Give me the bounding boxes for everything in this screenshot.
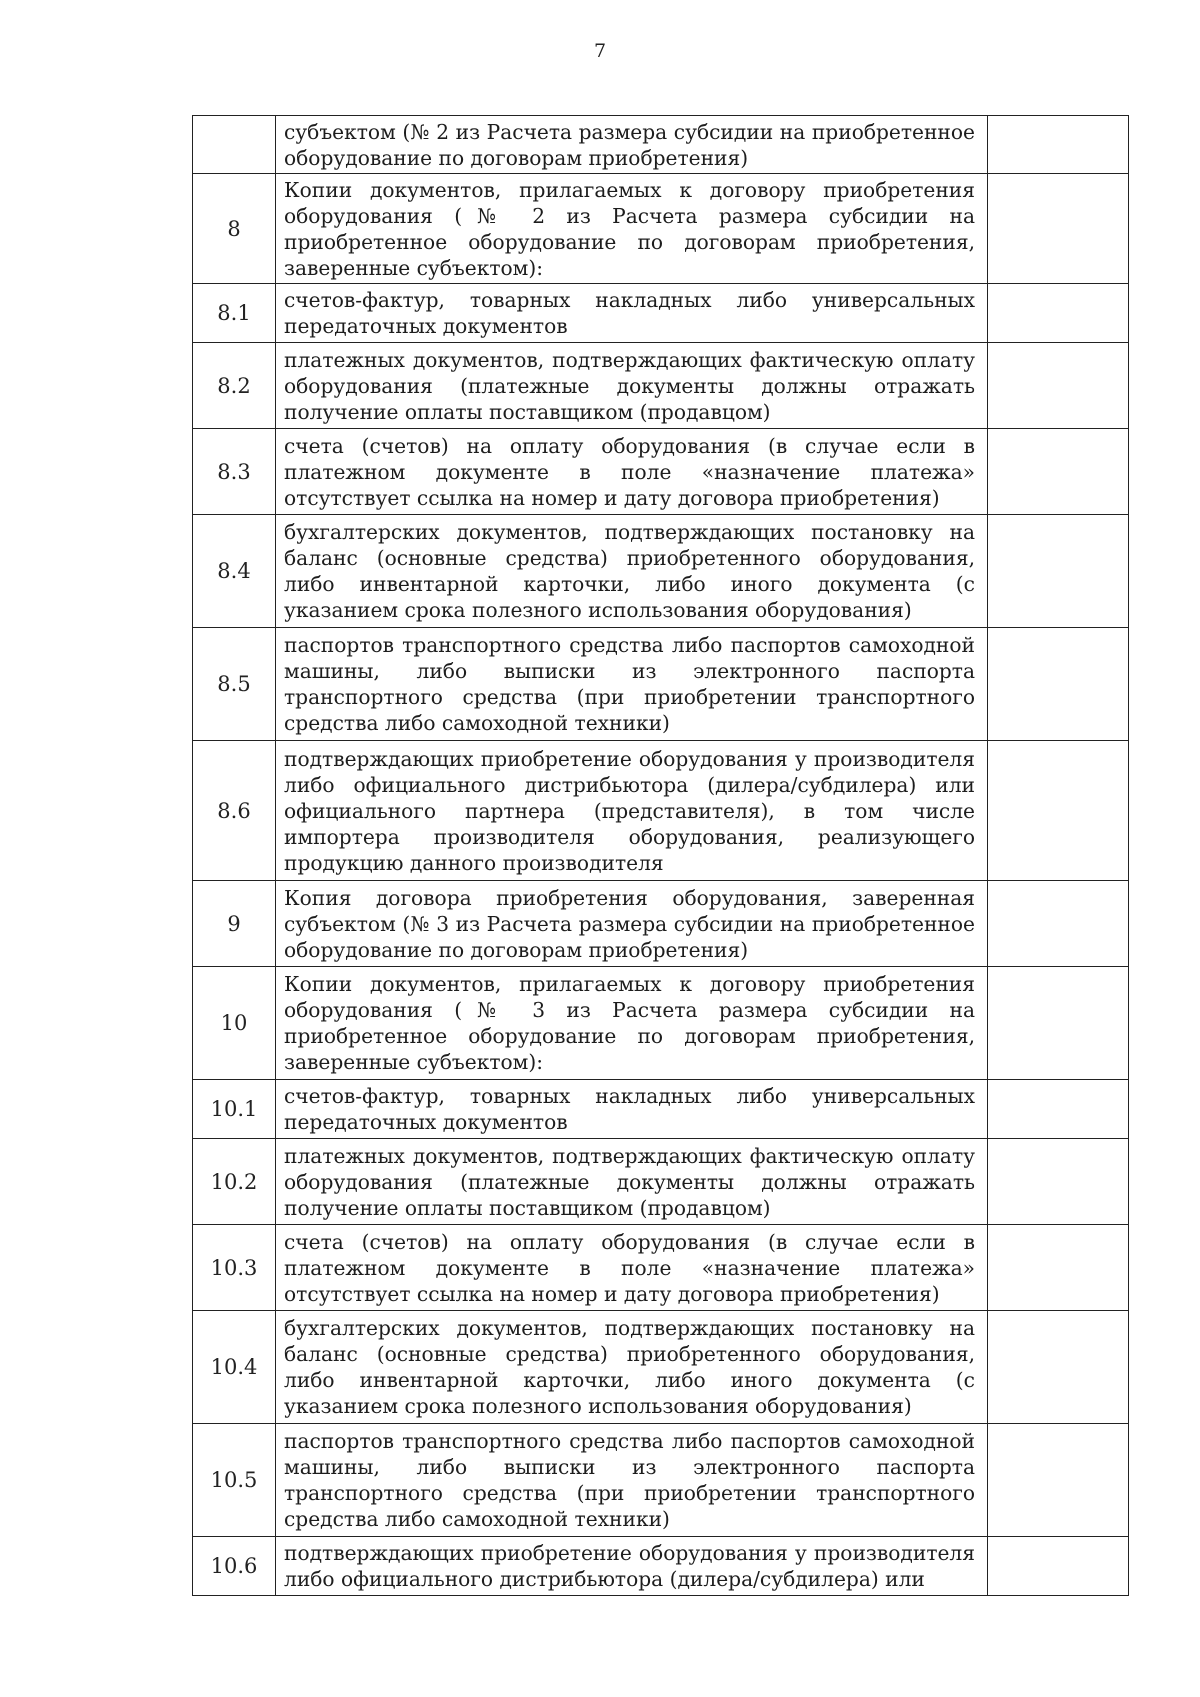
table-row <box>193 1139 1129 1225</box>
table-row <box>193 116 1129 174</box>
row-number: 8.6 <box>193 741 276 881</box>
row-empty-cell <box>988 1080 1129 1139</box>
row-empty-cell <box>988 116 1129 174</box>
table-row <box>193 1311 1129 1424</box>
row-empty-cell <box>988 429 1129 515</box>
table-row <box>193 1424 1129 1537</box>
documents-table <box>192 115 1129 1596</box>
row-empty-cell <box>988 1225 1129 1311</box>
row-text: счетов-фактур, товарных накладных либо универсальных передаточных документов <box>276 284 988 343</box>
table-row <box>193 343 1129 429</box>
row-empty-cell <box>988 1424 1129 1537</box>
table-row <box>193 881 1129 967</box>
row-text: счета (счетов) на оплату оборудования (в случае если в платежном документе в поле «назначение платежа» отсутствует ссылка на номер и дату договора приобретения) <box>276 1225 988 1311</box>
row-text: бухгалтерских документов, подтверждающих постановку на баланс (основные средства) приобретенного оборудования, либо инвентарной карточки, либо иного документа (с указанием срока полезного использования оборудования) <box>276 515 988 628</box>
row-empty-cell <box>988 967 1129 1080</box>
table-row <box>193 515 1129 628</box>
table-row <box>193 174 1129 284</box>
documents-table-body <box>193 116 1129 1596</box>
row-number: 10.2 <box>193 1139 276 1225</box>
row-number: 10.3 <box>193 1225 276 1311</box>
row-text: подтверждающих приобретение оборудования у производителя либо официального дистрибьютора (дилера/субдилера) или официального партнера (представителя), в том числе импортера производителя оборудования, реализующего продукцию данного производителя <box>276 741 988 881</box>
row-text: субъектом (№ 2 из Расчета размера субсидии на приобретенное оборудование по договорам приобретения) <box>276 116 988 174</box>
row-number: 10.4 <box>193 1311 276 1424</box>
row-number: 10.5 <box>193 1424 276 1537</box>
row-number: 8.4 <box>193 515 276 628</box>
row-empty-cell <box>988 174 1129 284</box>
row-number: 10 <box>193 967 276 1080</box>
row-empty-cell <box>988 343 1129 429</box>
row-text: счетов-фактур, товарных накладных либо универсальных передаточных документов <box>276 1080 988 1139</box>
row-text: Копия договора приобретения оборудования, заверенная субъектом (№ 3 из Расчета размера субсидии на приобретенное оборудование по договорам приобретения) <box>276 881 988 967</box>
row-number: 8 <box>193 174 276 284</box>
row-text: паспортов транспортного средства либо паспортов самоходной машины, либо выписки из электронного паспорта транспортного средства (при приобретении транспортного средства либо самоходной техники) <box>276 1424 988 1537</box>
row-text: паспортов транспортного средства либо паспортов самоходной машины, либо выписки из электронного паспорта транспортного средства (при приобретении транспортного средства либо самоходной техники) <box>276 628 988 741</box>
row-text: бухгалтерских документов, подтверждающих постановку на баланс (основные средства) приобретенного оборудования, либо инвентарной карточки, либо иного документа (с указанием срока полезного использования оборудования) <box>276 1311 988 1424</box>
table-row <box>193 741 1129 881</box>
row-number: 9 <box>193 881 276 967</box>
row-text: платежных документов, подтверждающих фактическую оплату оборудования (платежные документы должны отражать получение оплаты поставщиком (продавцом) <box>276 343 988 429</box>
table-row <box>193 628 1129 741</box>
row-text: счета (счетов) на оплату оборудования (в случае если в платежном документе в поле «назначение платежа» отсутствует ссылка на номер и дату договора приобретения) <box>276 429 988 515</box>
row-empty-cell <box>988 1139 1129 1225</box>
table-row <box>193 1225 1129 1311</box>
row-empty-cell <box>988 515 1129 628</box>
row-empty-cell <box>988 628 1129 741</box>
row-number <box>193 116 276 174</box>
page-number: 7 <box>593 40 607 62</box>
table-row <box>193 284 1129 343</box>
row-number: 8.5 <box>193 628 276 741</box>
table-row <box>193 967 1129 1080</box>
table-row <box>193 429 1129 515</box>
row-number: 10.6 <box>193 1537 276 1596</box>
table-row <box>193 1537 1129 1596</box>
table-row <box>193 1080 1129 1139</box>
row-text: Копии документов, прилагаемых к договору приобретения оборудования (№ 2 из Расчета размера субсидии на приобретенное оборудование по договорам приобретения, заверенные субъектом): <box>276 174 988 284</box>
row-empty-cell <box>988 741 1129 881</box>
row-text: платежных документов, подтверждающих фактическую оплату оборудования (платежные документы должны отражать получение оплаты поставщиком (продавцом) <box>276 1139 988 1225</box>
row-number: 8.1 <box>193 284 276 343</box>
row-number: 8.3 <box>193 429 276 515</box>
row-empty-cell <box>988 1537 1129 1596</box>
row-empty-cell <box>988 881 1129 967</box>
row-text: Копии документов, прилагаемых к договору приобретения оборудования (№ 3 из Расчета размера субсидии на приобретенное оборудование по договорам приобретения, заверенные субъектом): <box>276 967 988 1080</box>
row-number: 10.1 <box>193 1080 276 1139</box>
row-text: подтверждающих приобретение оборудования у производителя либо официального дистрибьютора (дилера/субдилера) или <box>276 1537 988 1596</box>
row-empty-cell <box>988 1311 1129 1424</box>
row-empty-cell <box>988 284 1129 343</box>
row-number: 8.2 <box>193 343 276 429</box>
